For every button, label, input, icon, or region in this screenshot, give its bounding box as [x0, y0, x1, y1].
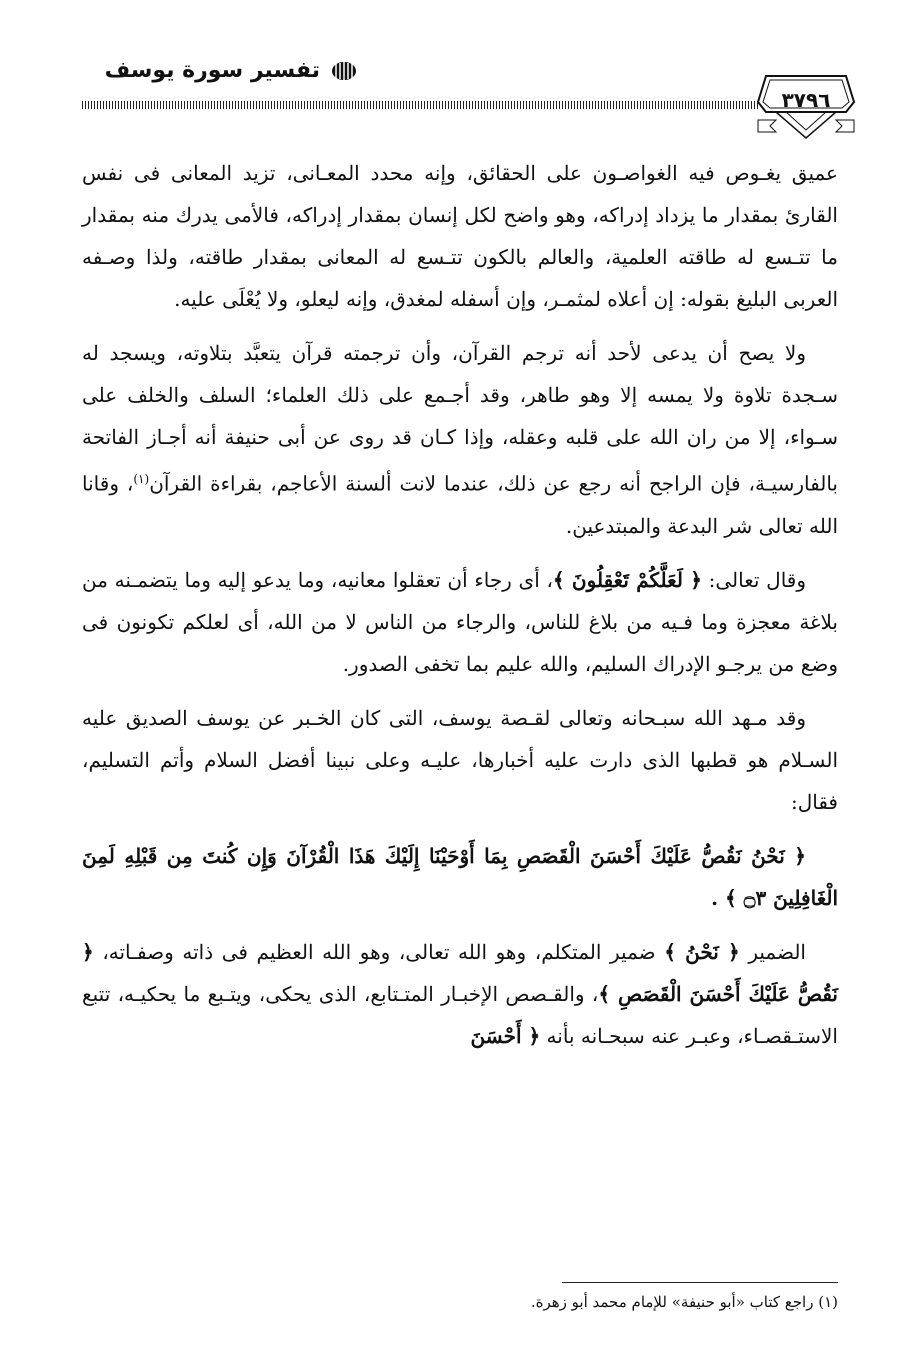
paragraph-3-rest: ، أى رجاء أن تعقلوا معانيه، وما يدعو إليه وما يتضمـنه من بلاغة معجزة وما فـيه من بلاغ للناس، والرجاء من الناس لا من الله، أى لعلكم تكونون فى وضع من يرجـو الإدراك السليم، والله عليم بما تخفى الصدور. — [82, 567, 838, 676]
paragraph-2-text: ولا يصح أن يدعى لأحد أنه ترجم القرآن، وأن ترجمته قرآن يتعبَّد بتلاوته، ويسجد له سـجدة تلاوة ولا يمسه إلا وهو طاهر، وقد أجـمع على ذلك العلماء؛ السلف والخلف على سـواء، إلا من ران الله على قلبه وعقله، وإذا كـان قد روى عن أبى حنيفة أنه أجـاز الفاتحة بالفارسيـة، فإن الراجح أنه رجع عن ذلك، عندما لانت ألسنة الأعاجم، بقراءة القرآن — [82, 341, 839, 496]
paragraph-5 — [82, 931, 838, 1057]
paragraph-2 — [82, 332, 838, 547]
ayah-verse: ﴿ نَحْنُ نَقُصُّ عَلَيْكَ أَحْسَنَ الْقَصَصِ بِمَا أَوْحَيْنَا إِلَيْكَ هَذَا الْقُرْآنَ وَإِن كُنتَ مِن قَبْلِهِ لَمِنَ الْغَافِلِينَ ۝٣ ﴾ . — [82, 843, 838, 910]
ornament-icon — [330, 60, 358, 82]
footnote-divider — [562, 1282, 838, 1283]
paragraph-5-a: الضمير — [739, 939, 806, 964]
footnote: (١) راجع كتاب «أبو حنيفة» للإمام محمد أبو زهرة. — [530, 1293, 838, 1311]
page-number: ٣٧٩٦ — [781, 88, 831, 112]
paragraph-4: وقد مـهد الله سبـحانه وتعالى لقـصة يوسف، التى كان الخـبر عن يوسف الصديق عليه السـلام هو قطبها الذى دارت عليه أخبارها، عليـه وعلى نبينا أفضل السلام وأتم التسليم، فقال: — [82, 705, 838, 814]
paragraph-2-end: ، وقانا الله تعالى شر البدعة والمبتدعين. — [82, 471, 838, 538]
quran-quote: ﴿ أَحْسَنَ — [470, 1023, 541, 1048]
running-title: تفسير سورة يوسف — [104, 58, 320, 83]
quran-quote: ﴿ نَقُصُّ عَلَيْكَ أَحْسَنَ الْقَصَصِ ﴾ — [82, 939, 838, 1006]
footnote-marker: (١) — [133, 472, 150, 486]
paragraph-5-b: ضمير المتكلم، وهو الله تعالى، وهو الله العظيم فى ذاته وصفـاته، — [93, 939, 665, 964]
quran-quote: ﴿ لَعَلَّكُمْ تَعْقِلُونَ ﴾ — [552, 567, 702, 592]
paragraph-3-intro: وقال تعالى: — [701, 567, 806, 592]
main-text — [82, 152, 838, 1069]
header-rule — [82, 101, 758, 109]
paragraph-5-c: ، والقـصص الإخبـار المتـتابع، الذى يحكى، ويتـبع ما يحكيـه، تتبع الاستـقصـاء، وعبـر عنه سبحـانه بأنه — [82, 981, 838, 1048]
quran-quote: ﴿ نَحْنُ ﴾ — [664, 939, 740, 964]
paragraph-3 — [82, 559, 838, 685]
paragraph-1: عميق يغـوص فيه الغواصـون على الحقائق، وإنه محدد المعـانى، تزيد المعانى فى نفس القارئ بمقدار ما يزداد إدراكه، وهو واضح لكل إنسان بمقدار إدراكه، فالأمى يدرك منه بمقدار ما تتـسع له طاقته العلمية، والعالم بالكون تتـسع له المعانى بمقدار طاقته، ولذا وصـفه العربى البليغ بقوله: إن أعلاه لمثمـر، وإن أسفله لمغدق، وإنه ليعلو، ولا يُعْلَى عليه. — [82, 161, 838, 311]
page-header — [0, 0, 920, 150]
